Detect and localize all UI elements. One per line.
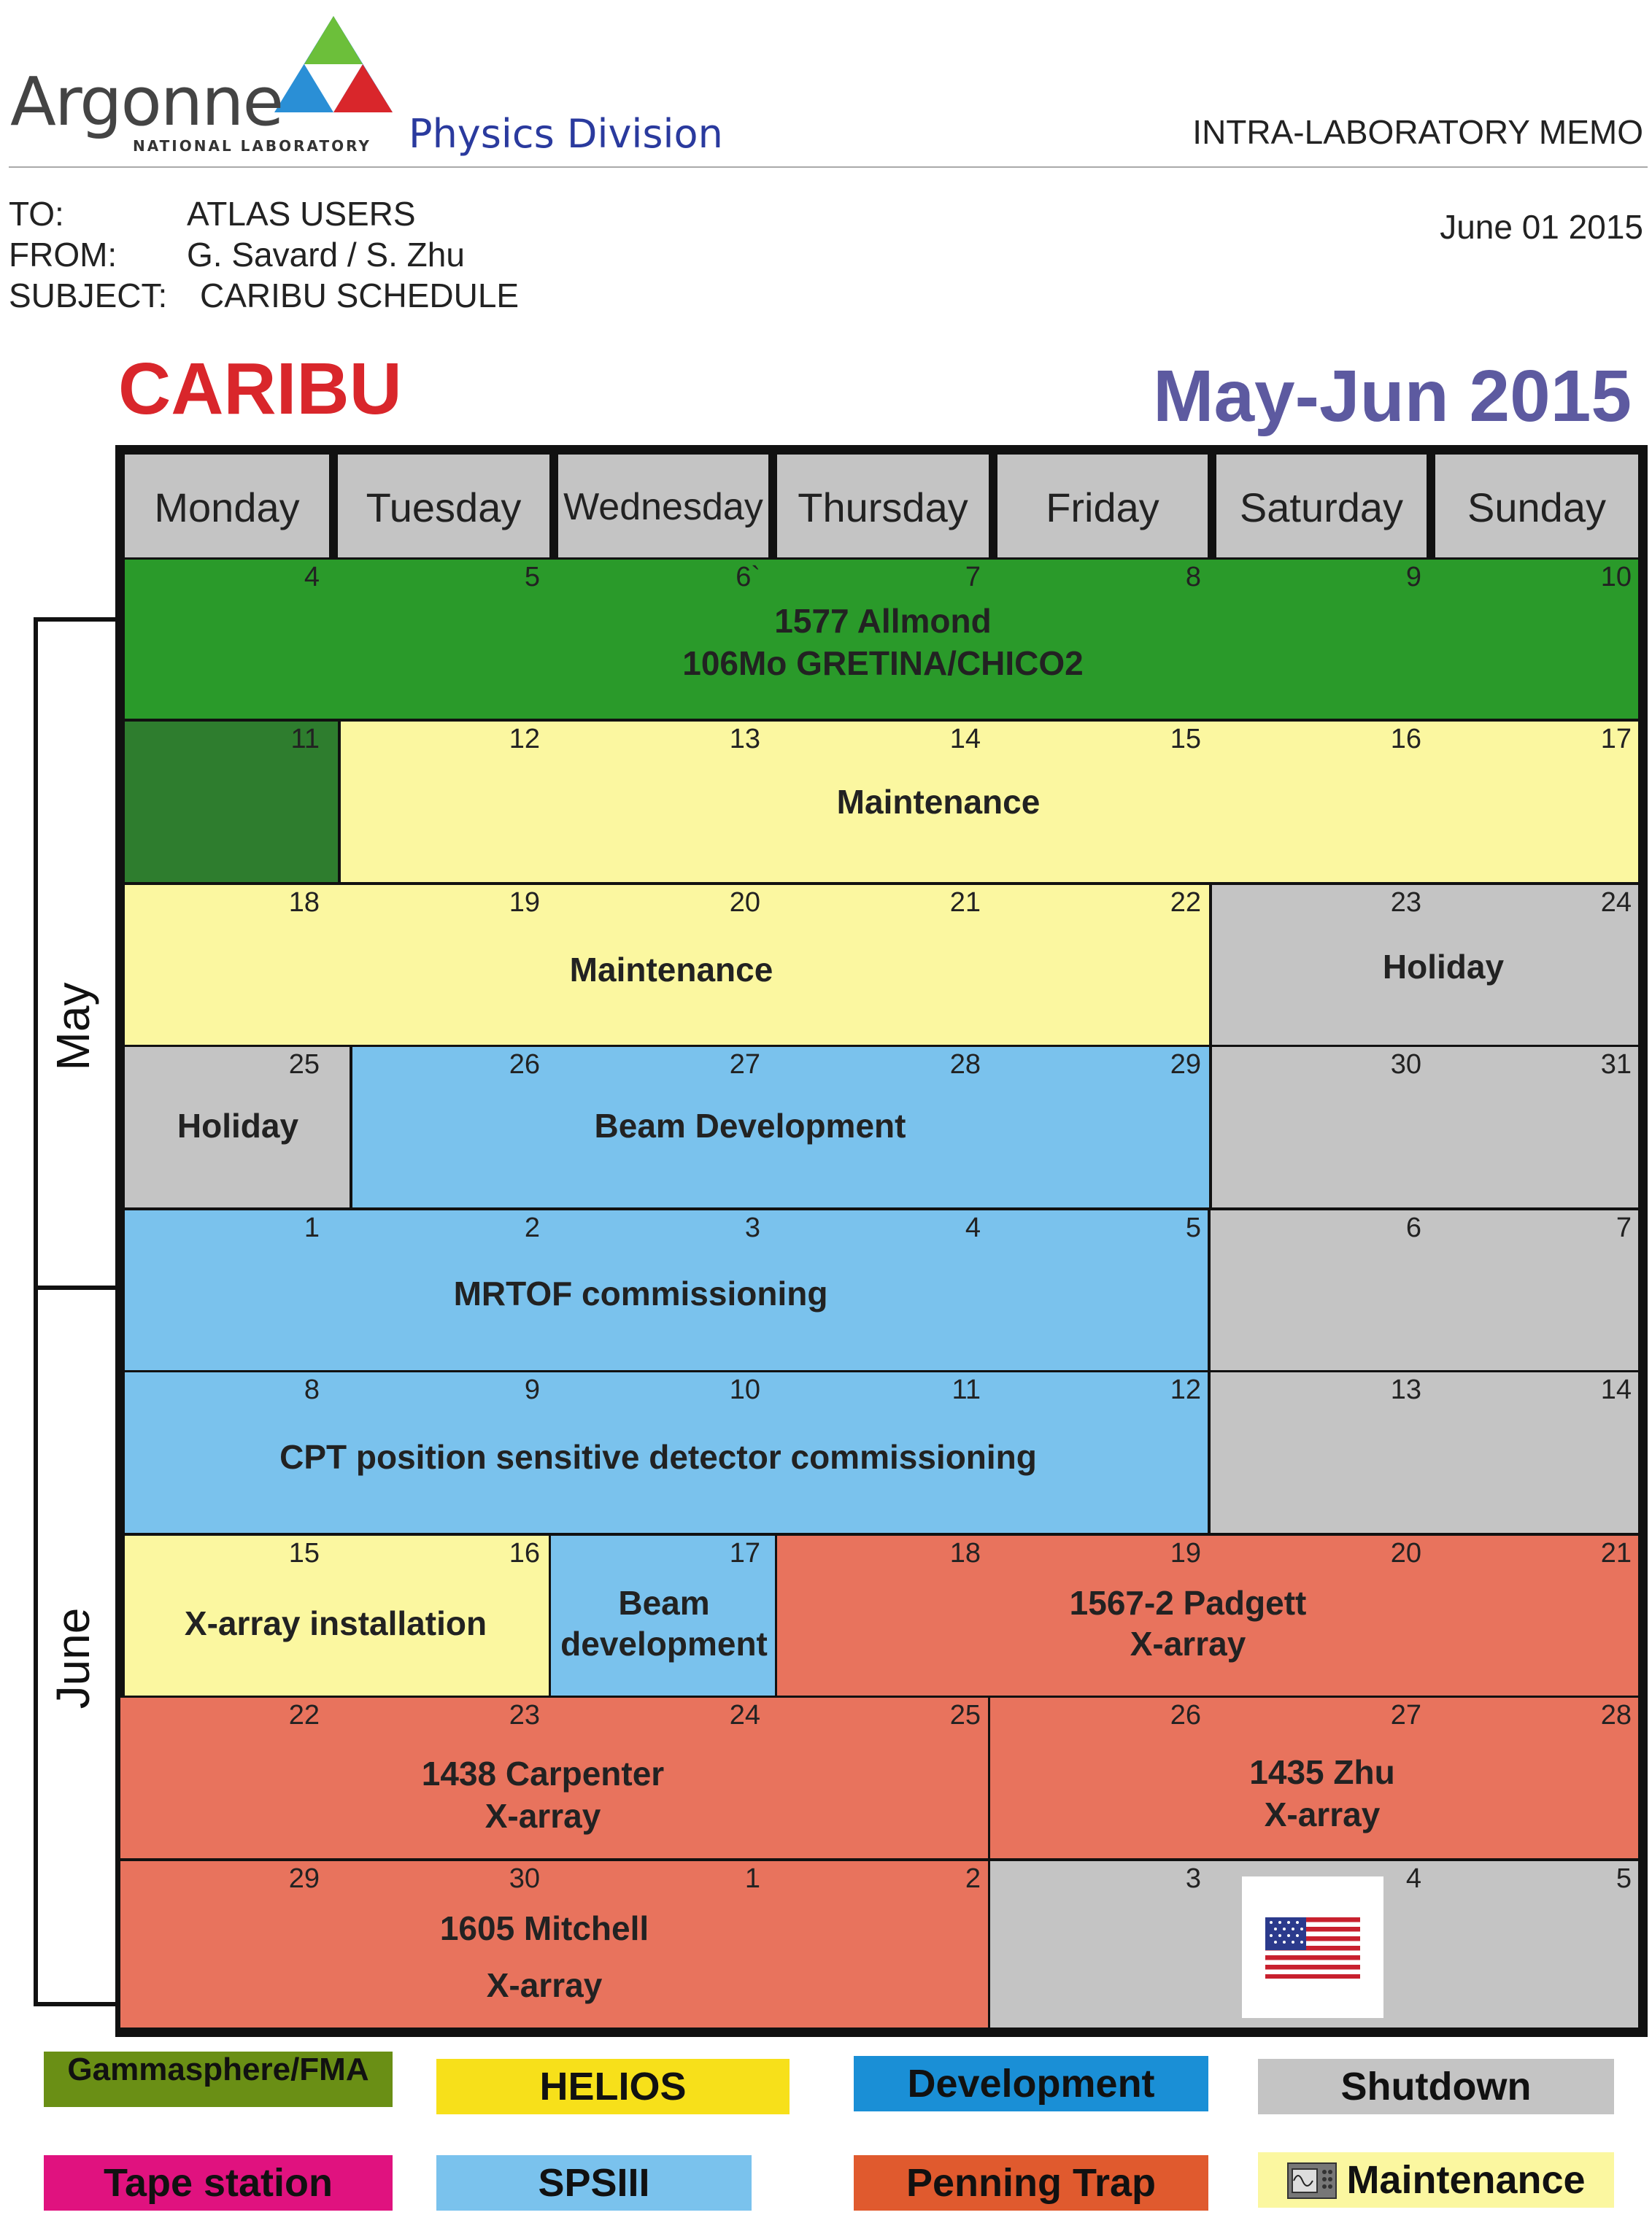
- month-label-may: May: [47, 982, 99, 1071]
- day-number: 13: [1390, 1375, 1421, 1405]
- day-number: 4: [1405, 1863, 1421, 1894]
- day-number: 14: [1600, 1375, 1632, 1405]
- day-number: 1: [744, 1863, 760, 1894]
- day-number: 26: [1170, 1700, 1201, 1731]
- logo-text: Argonne: [10, 63, 283, 141]
- day-number: 24: [1600, 887, 1632, 918]
- day-number: 31: [1600, 1049, 1632, 1080]
- day-number: 1: [304, 1213, 320, 1243]
- day-number: 10: [1600, 562, 1632, 592]
- day-number: 6: [1405, 1213, 1421, 1243]
- day-number: 27: [1390, 1700, 1421, 1731]
- day-number: 29: [1170, 1049, 1201, 1080]
- from-label: FROM:: [9, 236, 117, 274]
- day-number: 23: [509, 1700, 540, 1731]
- day-number: 5: [524, 562, 540, 592]
- day-header-friday: Friday: [995, 452, 1210, 562]
- event-label: 1567-2 Padgett: [1069, 1584, 1307, 1622]
- day-number: 15: [288, 1538, 320, 1569]
- to-value: ATLAS USERS: [187, 195, 416, 233]
- day-number: 2: [965, 1863, 981, 1894]
- us-flag-image: [1242, 1876, 1383, 2018]
- event-label: Maintenance: [836, 783, 1041, 821]
- period-title: May-Jun 2015: [1153, 355, 1632, 437]
- day-number: 23: [1390, 887, 1421, 918]
- legend-label: Tape station: [103, 2161, 333, 2205]
- calendar-grid: [115, 445, 1648, 2037]
- event-label: X-array: [485, 1797, 601, 1835]
- day-number: 8: [304, 1375, 320, 1405]
- day-number: 9: [524, 1375, 540, 1405]
- day-number: 9: [1405, 562, 1421, 592]
- day-number: 18: [288, 887, 320, 918]
- day-number: 18: [949, 1538, 981, 1569]
- day-number: 7: [965, 562, 981, 592]
- day-number: 30: [1390, 1049, 1421, 1080]
- day-number: 10: [729, 1375, 760, 1405]
- event-label: X-array installation: [184, 1604, 487, 1642]
- legend-item: [44, 2052, 393, 2107]
- day-number: 14: [949, 724, 981, 754]
- day-number: 20: [729, 887, 760, 918]
- day-header-thursday: Thursday: [775, 452, 991, 562]
- day-number: 11: [952, 1375, 981, 1405]
- day-number: 19: [509, 887, 540, 918]
- month-label-june: June: [47, 1607, 99, 1709]
- legend-label: Gammasphere/FMA: [67, 2052, 369, 2087]
- legend-item: [854, 2056, 1208, 2111]
- legend-label: HELIOS: [539, 2065, 687, 2108]
- legend-label: Development: [907, 2062, 1155, 2106]
- event-label: Beam Development: [594, 1107, 906, 1145]
- subject-label: SUBJECT:: [9, 277, 168, 314]
- day-number: 4: [965, 1213, 981, 1243]
- day-number: 17: [729, 1538, 760, 1569]
- header-divider: [9, 166, 1648, 168]
- day-header-wednesday: Wednesday: [556, 452, 771, 562]
- event-shutdown-w6: [1208, 1370, 1640, 1535]
- argonne-triangle-icon: [271, 13, 395, 115]
- day-number: 12: [509, 724, 540, 754]
- day-header-sunday: Sunday: [1433, 452, 1640, 562]
- event-label: X-array: [486, 1966, 603, 2004]
- oscilloscope-icon: [1286, 2159, 1338, 2201]
- event-label: Holiday: [1382, 948, 1505, 986]
- event-label: 1605 Mitchell: [439, 1909, 649, 1947]
- month-bracket-may: [34, 617, 115, 1290]
- legend-item: [44, 2155, 393, 2211]
- event-shutdown-w5: [1208, 1208, 1640, 1373]
- event-shutdown-w4: [1210, 1045, 1640, 1210]
- day-number: 22: [288, 1700, 320, 1731]
- event-label: Beam: [618, 1584, 710, 1622]
- legend-item: [436, 2155, 752, 2211]
- legend-item: [854, 2155, 1208, 2211]
- event-label: development: [560, 1625, 768, 1663]
- day-number: 26: [509, 1049, 540, 1080]
- day-number: 21: [949, 887, 981, 918]
- day-number: 16: [509, 1538, 540, 1569]
- event-label: 1435 Zhu: [1249, 1753, 1395, 1791]
- day-number: 11: [290, 724, 320, 754]
- day-number: 13: [729, 724, 760, 754]
- us-flag-icon: [1265, 1917, 1360, 1979]
- event-label: X-array: [1130, 1625, 1246, 1663]
- legend-item: [1258, 2152, 1614, 2208]
- day-number: 27: [729, 1049, 760, 1080]
- argonne-logo: [10, 13, 390, 159]
- day-number: 12: [1170, 1375, 1201, 1405]
- legend-label: Penning Trap: [906, 2161, 1157, 2205]
- day-number: 19: [1170, 1538, 1201, 1569]
- day-number: 20: [1390, 1538, 1421, 1569]
- day-number: 3: [1185, 1863, 1201, 1894]
- day-header-tuesday: Tuesday: [336, 452, 552, 562]
- day-number: 6`: [736, 562, 760, 592]
- division-name: Physics Division: [409, 111, 723, 157]
- day-number: 15: [1170, 724, 1201, 754]
- day-number: 5: [1616, 1863, 1632, 1894]
- day-header-monday: Monday: [123, 452, 331, 562]
- caribu-title: CARIBU: [118, 348, 402, 430]
- day-number: 5: [1185, 1213, 1201, 1243]
- day-number: 22: [1170, 887, 1201, 918]
- to-label: TO:: [9, 195, 64, 233]
- day-number: 2: [524, 1213, 540, 1243]
- event-label: 1438 Carpenter: [421, 1755, 665, 1793]
- day-number: 25: [288, 1049, 320, 1080]
- event-label: Maintenance: [569, 951, 773, 989]
- subject-value: CARIBU SCHEDULE: [200, 277, 520, 314]
- event-label: Holiday: [177, 1107, 299, 1145]
- day-number: 17: [1600, 724, 1632, 754]
- legend-item: [1258, 2059, 1614, 2114]
- event-label: CPT position sensitive detector commissioning: [279, 1438, 1037, 1476]
- legend-label: Maintenance: [1346, 2158, 1586, 2202]
- day-number: 4: [304, 562, 320, 592]
- day-number: 16: [1390, 724, 1421, 754]
- day-number: 30: [509, 1863, 540, 1894]
- logo-subtitle: NATIONAL LABORATORY: [133, 137, 371, 155]
- memo-type: INTRA-LABORATORY MEMO: [1192, 113, 1643, 151]
- day-number: 8: [1185, 562, 1201, 592]
- legend-label: Shutdown: [1340, 2065, 1532, 2108]
- from-value: G. Savard / S. Zhu: [187, 236, 465, 274]
- day-number: 28: [1600, 1700, 1632, 1731]
- memo-date: June 01 2015: [1440, 208, 1643, 246]
- day-number: 28: [949, 1049, 981, 1080]
- event-label: 1577 Allmond: [774, 602, 992, 640]
- legend-item: [436, 2059, 790, 2114]
- event-label: MRTOF commissioning: [453, 1275, 828, 1313]
- event-label: 106Mo GRETINA/CHICO2: [682, 644, 1084, 682]
- day-number: 24: [729, 1700, 760, 1731]
- day-number: 25: [949, 1700, 981, 1731]
- day-number: 3: [744, 1213, 760, 1243]
- day-number: 7: [1616, 1213, 1632, 1243]
- day-header-saturday: Saturday: [1214, 452, 1429, 562]
- day-number: 29: [288, 1863, 320, 1894]
- event-label: X-array: [1264, 1795, 1381, 1833]
- legend-label: SPSIII: [538, 2161, 650, 2205]
- day-number: 21: [1600, 1538, 1632, 1569]
